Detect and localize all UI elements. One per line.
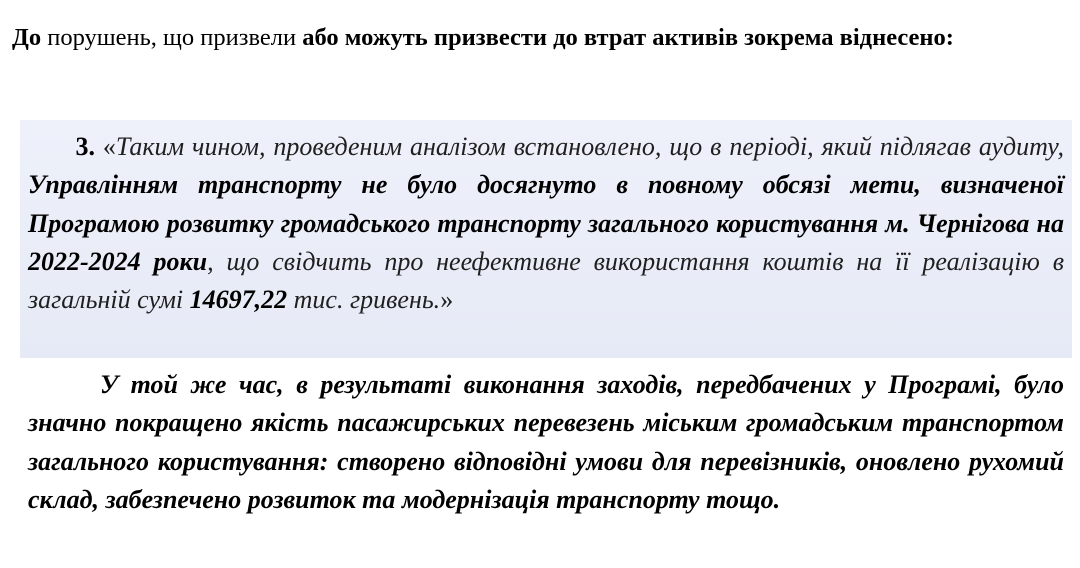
heading-bold-text: або можуть призвести до втрат активів зокрема віднесено: [302, 24, 954, 51]
quote-text-intro: Таким чином, проведеним аналізом встановлено, що в періоді, який підлягав аудиту, [115, 132, 1065, 161]
quote-text-end: тис. гривень. [287, 285, 441, 315]
audit-finding-quote [28, 128, 1064, 319]
quote-amount: 14697,22 [189, 285, 288, 315]
close-quote-mark: » [440, 285, 454, 315]
heading-lead: До [12, 24, 42, 51]
conclusion-text: У той же час, в результаті виконання заходів, передбачених у Програмі, було значно покращено якість пасажирських перевезень міським громадським транспортом загального користування: створено відповідні умови для перевізників, оновлено рухомий склад, забезпечено розвиток та модернізація транспорту тощо. [28, 370, 1064, 514]
open-quote-mark: « [94, 132, 116, 161]
quote-bold-finding: Управлінням транспорту не було досягнуто в повному обсязі мети, визначеної Програмою розвитку громадського транспорту загального користування м. Чернігова на 2022-2024 роки [28, 170, 1064, 276]
finding-number: 3. [75, 132, 95, 161]
quote-text-middle: , що свідчить про неефективне використання коштів на її реалізацію в загальній сумі [28, 246, 1064, 315]
conclusion-paragraph [28, 366, 1064, 519]
quote-indent [28, 132, 75, 161]
section-heading [12, 22, 1068, 54]
heading-text: порушень, що призвели [41, 24, 303, 51]
